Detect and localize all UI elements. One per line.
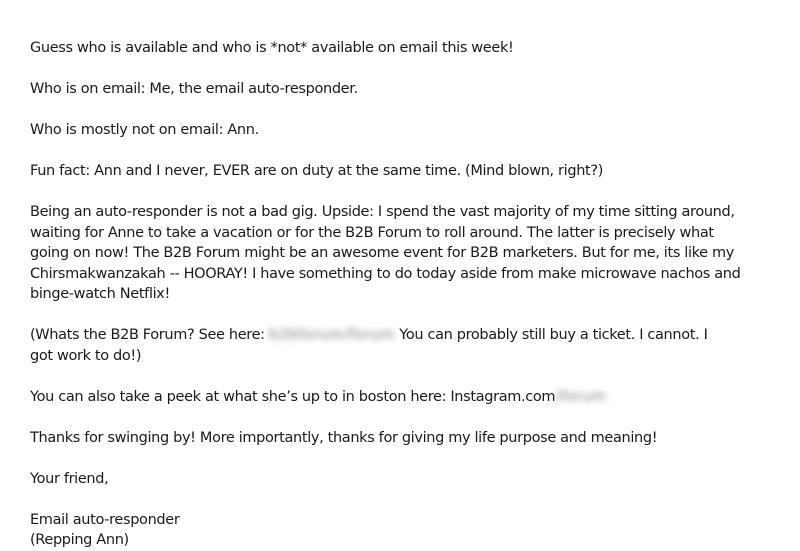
forum-link-suffix: You can probably still buy a ticket. I cannot. I xyxy=(399,327,708,343)
text-line: Being an auto-responder is not a bad gig. Upside: I spend the vast majority of my time sitting around, xyxy=(30,204,735,220)
signature-note: (Repping Ann) xyxy=(30,532,129,548)
email-closing: Your friend, xyxy=(30,470,109,487)
email-paragraph-auto-responder xyxy=(30,202,780,305)
redacted-forum-link[interactable]: b2bforum/forum xyxy=(268,327,395,343)
email-paragraph-intro: Guess who is available and who is *not* available on email this week! xyxy=(30,40,514,56)
text-line: binge-watch Netflix! xyxy=(30,286,170,302)
email-paragraph-forum-link xyxy=(30,325,780,366)
email-paragraph-fun-fact: Fun fact: Ann and I never, EVER are on duty at the same time. (Mind blown, right?) xyxy=(30,163,604,179)
email-paragraph-thanks: Thanks for swinging by! More importantly, thanks for giving my life purpose and meaning! xyxy=(30,429,658,446)
redacted-instagram-handle[interactable]: /forum xyxy=(555,388,607,405)
text-line: going on now! The B2B Forum might be an awesome event for B2B marketers. But for me, its like my xyxy=(30,245,735,261)
text-line xyxy=(30,387,780,408)
instagram-prefix: You can also take a peek at what she’s up to in boston here: Instagram.com xyxy=(30,388,556,405)
forum-link-prefix: (Whats the B2B Forum? See here: xyxy=(30,327,265,343)
text-line: waiting for Anne to take a vacation or for the B2B Forum to roll around. The latter is precisely what xyxy=(30,224,714,241)
email-paragraph-instagram xyxy=(30,387,780,408)
email-paragraph-who-on: Who is on email: Me, the email auto-responder. xyxy=(30,81,358,97)
email-signature xyxy=(30,510,780,551)
text-line: got work to do!) xyxy=(30,347,142,364)
text-line xyxy=(30,325,780,346)
email-paragraph-who-off: Who is mostly not on email: Ann. xyxy=(30,122,259,138)
signature-name: Email auto-responder xyxy=(30,511,180,528)
text-line: Chirsmakwanzakah -- HOORAY! I have something to do today aside from make microwave nachos and xyxy=(30,265,741,282)
